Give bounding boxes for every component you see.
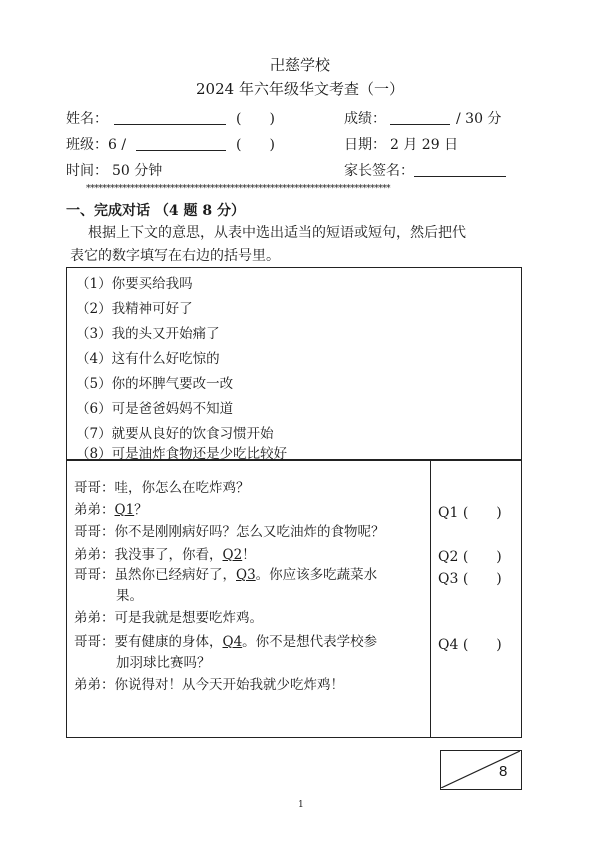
page-number: 1 <box>298 800 304 810</box>
score-box-max: 8 <box>499 763 508 780</box>
option-item: （4）这有什么好吃惊的 <box>76 351 220 367</box>
class-label: 班级：6 / <box>66 137 127 153</box>
dialogue-line-continued: 加羽球比赛吗？ <box>116 655 211 671</box>
class-blank[interactable] <box>136 150 226 151</box>
dialogue-line-continued: 果。 <box>116 588 143 604</box>
instruction-line1: 根据上下文的意思，从表中选出适当的短语或短句，然后把代 <box>88 225 466 241</box>
q1-marker: Q1 <box>114 502 135 518</box>
dialogue-line: 哥哥：你不是刚刚病好吗？怎么又吃油炸的食物呢？ <box>74 524 385 540</box>
option-item: （2）我精神可好了 <box>76 301 193 317</box>
score-label: 成绩： <box>344 111 386 127</box>
q3-marker: Q3 <box>236 567 256 583</box>
option-item: （8）可是油炸食物还是少吃比较好 <box>76 446 288 462</box>
dialogue-line: 哥哥：哇，你怎么在吃炸鸡？ <box>74 480 250 496</box>
score-diagonal <box>441 751 520 788</box>
dialogue-line: 弟弟：可是我就是想要吃炸鸡。 <box>74 610 263 626</box>
time-label: 时间： <box>66 163 108 179</box>
name-blank[interactable] <box>114 124 226 125</box>
dialogue-line: 弟弟：我没事了，你看，Q2！ <box>74 547 256 563</box>
q4-marker: Q4 <box>222 634 243 650</box>
time-value: 50 分钟 <box>112 163 163 179</box>
score-total: / 30 分 <box>456 111 502 127</box>
q2-marker: Q2 <box>222 547 243 563</box>
answer-slot-q3[interactable]: Q3 ( ) <box>438 571 502 587</box>
score-blank[interactable] <box>390 124 450 125</box>
option-item: （1）你要买给我吗 <box>76 276 193 292</box>
option-item: （7）就要从良好的饮食习惯开始 <box>76 426 274 442</box>
answer-slot-q2[interactable]: Q2 ( ) <box>438 549 502 565</box>
star-separator: **************************************************************************** <box>86 184 390 194</box>
dialogue-line: 哥哥：虽然你已经病好了，Q3。你应该多吃蔬菜水 <box>74 567 378 583</box>
option-item: （6）可是爸爸妈妈不知道 <box>76 401 234 417</box>
date-value: 2 月 29 日 <box>390 137 459 153</box>
exam-title: 2024 年六年级华文考查（一） <box>196 80 404 98</box>
answer-slot-q1[interactable]: Q1 ( ) <box>438 505 502 521</box>
answer-column-divider <box>430 460 431 738</box>
parent-sign-label: 家长签名： <box>344 163 414 179</box>
dialogue-line: 哥哥：要有健康的身体，Q4。你不是想代表学校参 <box>74 634 378 650</box>
name-label: 姓名： <box>66 111 108 127</box>
section-title: 一、完成对话 （4 题 8 分） <box>66 203 245 219</box>
dialogue-line: 弟弟：你说得对！从今天开始我就少吃炸鸡！ <box>74 677 344 693</box>
school-name: 卍慈学校 <box>269 56 330 74</box>
name-index-paren: ( ) <box>236 111 275 127</box>
option-item: （5）你的坏脾气要改一改 <box>76 376 234 392</box>
dialogue-line: 弟弟：Q1？ <box>74 502 148 518</box>
date-label: 日期： <box>344 137 386 153</box>
answer-slot-q4[interactable]: Q4 ( ) <box>438 637 502 653</box>
instruction-line2: 表它的数字填写在右边的括号里。 <box>70 248 280 264</box>
class-index-paren: ( ) <box>236 137 275 153</box>
section-score-box <box>440 750 522 790</box>
parent-sign-blank[interactable] <box>414 176 506 177</box>
option-item: （3）我的头又开始痛了 <box>76 326 220 342</box>
